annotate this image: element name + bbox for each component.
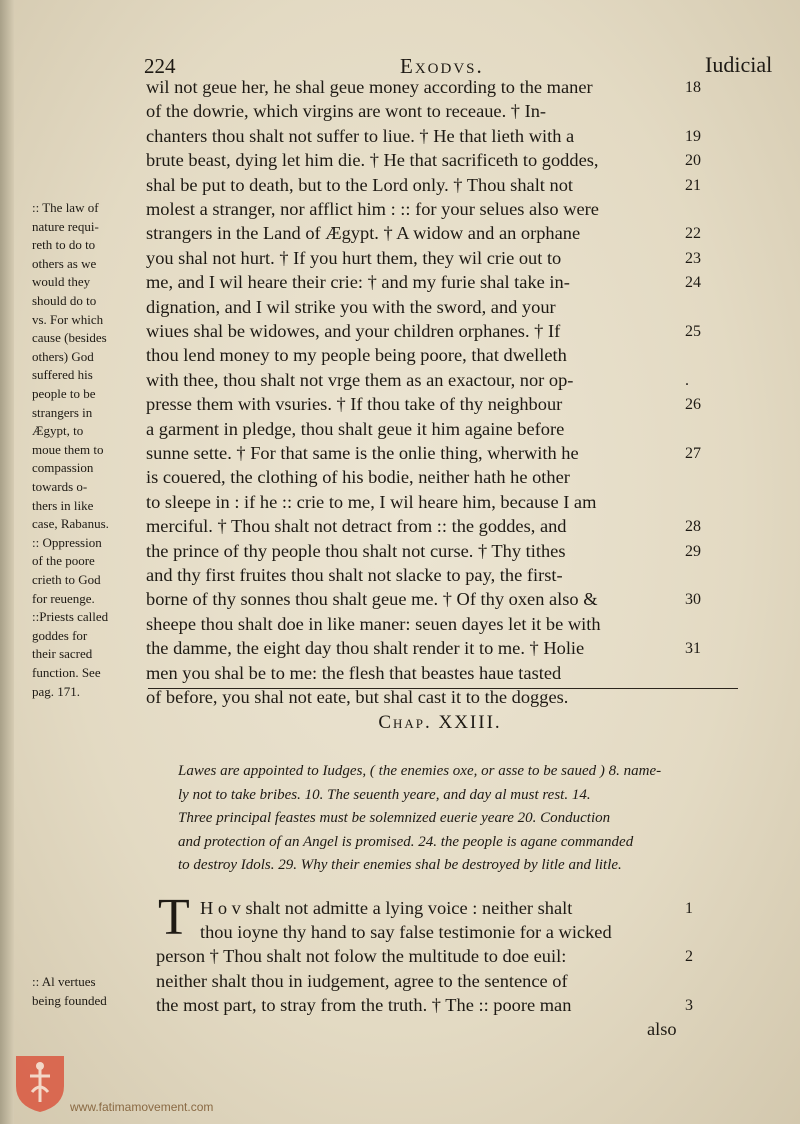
- margin-note-line: goddes for: [32, 627, 88, 643]
- margin-note-line: would they: [32, 274, 91, 290]
- margin-note-line: vs. For which: [32, 311, 104, 327]
- text-line: sunne sette. † For that same is the onlie thing, wherwith he: [146, 443, 579, 463]
- margin-note-line: pag. 171.: [32, 683, 81, 699]
- margin-note-line: for reuenge.: [32, 590, 95, 606]
- text-line: with thee, thou shalt not vrge them as an exactour, nor op-: [146, 369, 574, 390]
- page-number: 224: [144, 54, 176, 78]
- margin-note-line: :: Al vertues: [32, 974, 96, 989]
- margin-note-line: case, Rabanus.: [32, 516, 109, 532]
- text-line: the prince of thy people thou shalt not curse. † Thy tithes: [146, 540, 566, 561]
- chapter-text-line: neither shalt thou in iudgement, agree to the sentence of: [156, 970, 568, 991]
- verse-number: 1: [685, 900, 693, 917]
- footer-url: www.fatimamovement.com: [70, 1100, 214, 1114]
- verse-number: 2: [685, 948, 693, 966]
- margin-note-line: compassion: [32, 460, 94, 476]
- watermark-logo-icon: [12, 1052, 68, 1114]
- verse-number: 20: [685, 152, 701, 170]
- verse-number: 23: [685, 249, 701, 267]
- drop-cap: T: [158, 889, 190, 946]
- text-line: molest a stranger, nor afflict him : :: for your selues also were: [146, 199, 599, 219]
- margin-note-line: suffered his: [32, 367, 93, 383]
- verse-number: 3: [685, 996, 693, 1014]
- verse-number: 26: [685, 396, 701, 414]
- text-line: men you shal be to me: the flesh that beastes haue tasted: [146, 662, 562, 683]
- verse-number: 22: [685, 225, 701, 243]
- margin-note-line: cause (besides: [32, 330, 107, 346]
- margin-note-line: should do to: [32, 293, 97, 308]
- verse-number: 25: [685, 323, 701, 340]
- margin-note-line: thers in like: [32, 497, 94, 513]
- margin-note-line: reth to do to: [32, 237, 96, 253]
- text-line: brute beast, dying let him die. † He that sacrificeth to goddes,: [146, 150, 599, 171]
- summary-line: Three principal feastes must be solemnized euerie yeare 20. Conduction: [178, 810, 611, 827]
- text-line: wil not geue her, he shal geue money according to the maner: [146, 77, 593, 97]
- summary-line: to destroy Idols. 29. Why their enemies shal be destroyed by litle and litle.: [178, 857, 622, 874]
- verse-number: .: [685, 371, 689, 389]
- verse-number: 29: [685, 542, 701, 560]
- verse-number: 21: [685, 176, 701, 194]
- book-title: Exodvs.: [400, 54, 484, 78]
- text-line: strangers in the Land of Ægypt. † A widow and an orphane: [146, 223, 581, 244]
- running-head: Iudicial: [705, 52, 773, 77]
- summary-line: Lawes are appointed to Iudges, ( the enemies oxe, or asse to be saued ) 8. name-: [178, 763, 662, 779]
- text-line: dignation, and I wil strike you with the sword, and your: [146, 296, 556, 317]
- margin-note-line: strangers in: [32, 404, 93, 420]
- text-line: of before, you shal not eate, but shal cast it to the dogges.: [146, 687, 569, 707]
- summary-line: ly not to take bribes. 10. The seuenth yeare, and day al must rest. 14.: [178, 786, 591, 803]
- text-line: the damme, the eight day thou shalt render it to me. † Holie: [146, 638, 585, 659]
- text-line: you shal not hurt. † If you hurt them, they wil crie out to: [146, 247, 562, 268]
- margin-note-line: towards o-: [32, 479, 88, 494]
- text-line: presse them with vsuries. † If thou take of thy neighbour: [146, 394, 563, 415]
- chapter-text-line: also: [647, 1019, 677, 1039]
- margin-note-line: crieth to God: [32, 572, 101, 587]
- chapter-text-line: thou ioyne thy hand to say false testimonie for a wicked: [200, 922, 612, 943]
- text-line: me, and I wil heare their crie: † and my furie shal take in-: [146, 272, 570, 293]
- margin-note-line: nature requi-: [32, 218, 99, 234]
- text-line: sheepe thou shalt doe in like maner: seuen dayes let it be with: [146, 613, 601, 634]
- text-line: borne of thy sonnes thou shalt geue me. † Of thy oxen also &: [146, 589, 598, 610]
- section-rule: [148, 688, 738, 689]
- margin-note-line: people to be: [32, 386, 96, 401]
- text-line: is couered, the clothing of his bodie, neither hath he other: [146, 467, 570, 488]
- text-line: of the dowrie, which virgins are wont to receaue. † In-: [146, 101, 547, 122]
- text-line: merciful. † Thou shalt not detract from :: the goddes, and: [146, 516, 567, 537]
- verse-number: 24: [685, 274, 701, 292]
- margin-note-line: function. See: [32, 665, 101, 680]
- text-line: a garment in pledge, thou shalt geue it him againe before: [146, 418, 565, 439]
- margin-note-line: others) God: [32, 348, 94, 364]
- verse-number: 27: [685, 445, 701, 462]
- verse-number: 18: [685, 79, 701, 96]
- summary-line: and protection of an Angel is promised. 24. the people is agane commanded: [178, 833, 634, 850]
- text-line: to sleepe in : if he :: crie to me, I wil heare him, because I am: [146, 491, 597, 512]
- margin-note-line: their sacred: [32, 646, 93, 662]
- chapter-text-line: the most part, to stray from the truth. † The :: poore man: [156, 994, 572, 1015]
- margin-note-line: others as we: [32, 255, 97, 271]
- chapter-text-line: person † Thou shalt not folow the multitude to doe euil:: [156, 946, 567, 967]
- verse-number: 19: [685, 127, 701, 145]
- margin-note-line: ::Priests called: [32, 609, 109, 625]
- margin-note-line: :: The law of: [32, 200, 99, 215]
- verse-number: 31: [685, 640, 701, 658]
- text-line: wiues shal be widowes, and your children orphanes. † If: [146, 321, 561, 341]
- chapter-title: Chap. XXIII.: [378, 712, 502, 733]
- chapter-text-line: H o v shalt not admitte a lying voice : neither shalt: [200, 898, 573, 918]
- margin-note-line: of the poore: [32, 553, 95, 569]
- margin-note-line: Ægypt, to: [32, 423, 84, 439]
- text-line: thou lend money to my people being poore, that dwelleth: [146, 345, 567, 366]
- text-line: chanters thou shalt not suffer to liue. † He that lieth with a: [146, 125, 575, 146]
- margin-note-line: being founded: [32, 993, 107, 1008]
- verse-number: 28: [685, 518, 701, 536]
- text-line: shal be put to death, but to the Lord only. † Thou shalt not: [146, 174, 574, 195]
- text-line: and thy first fruites thou shalt not slacke to pay, the first-: [146, 565, 563, 585]
- page-spine-shadow: [0, 0, 14, 1124]
- margin-note-line: :: Oppression: [32, 534, 102, 550]
- margin-note-line: moue them to: [32, 441, 104, 457]
- verse-number: 30: [685, 591, 701, 609]
